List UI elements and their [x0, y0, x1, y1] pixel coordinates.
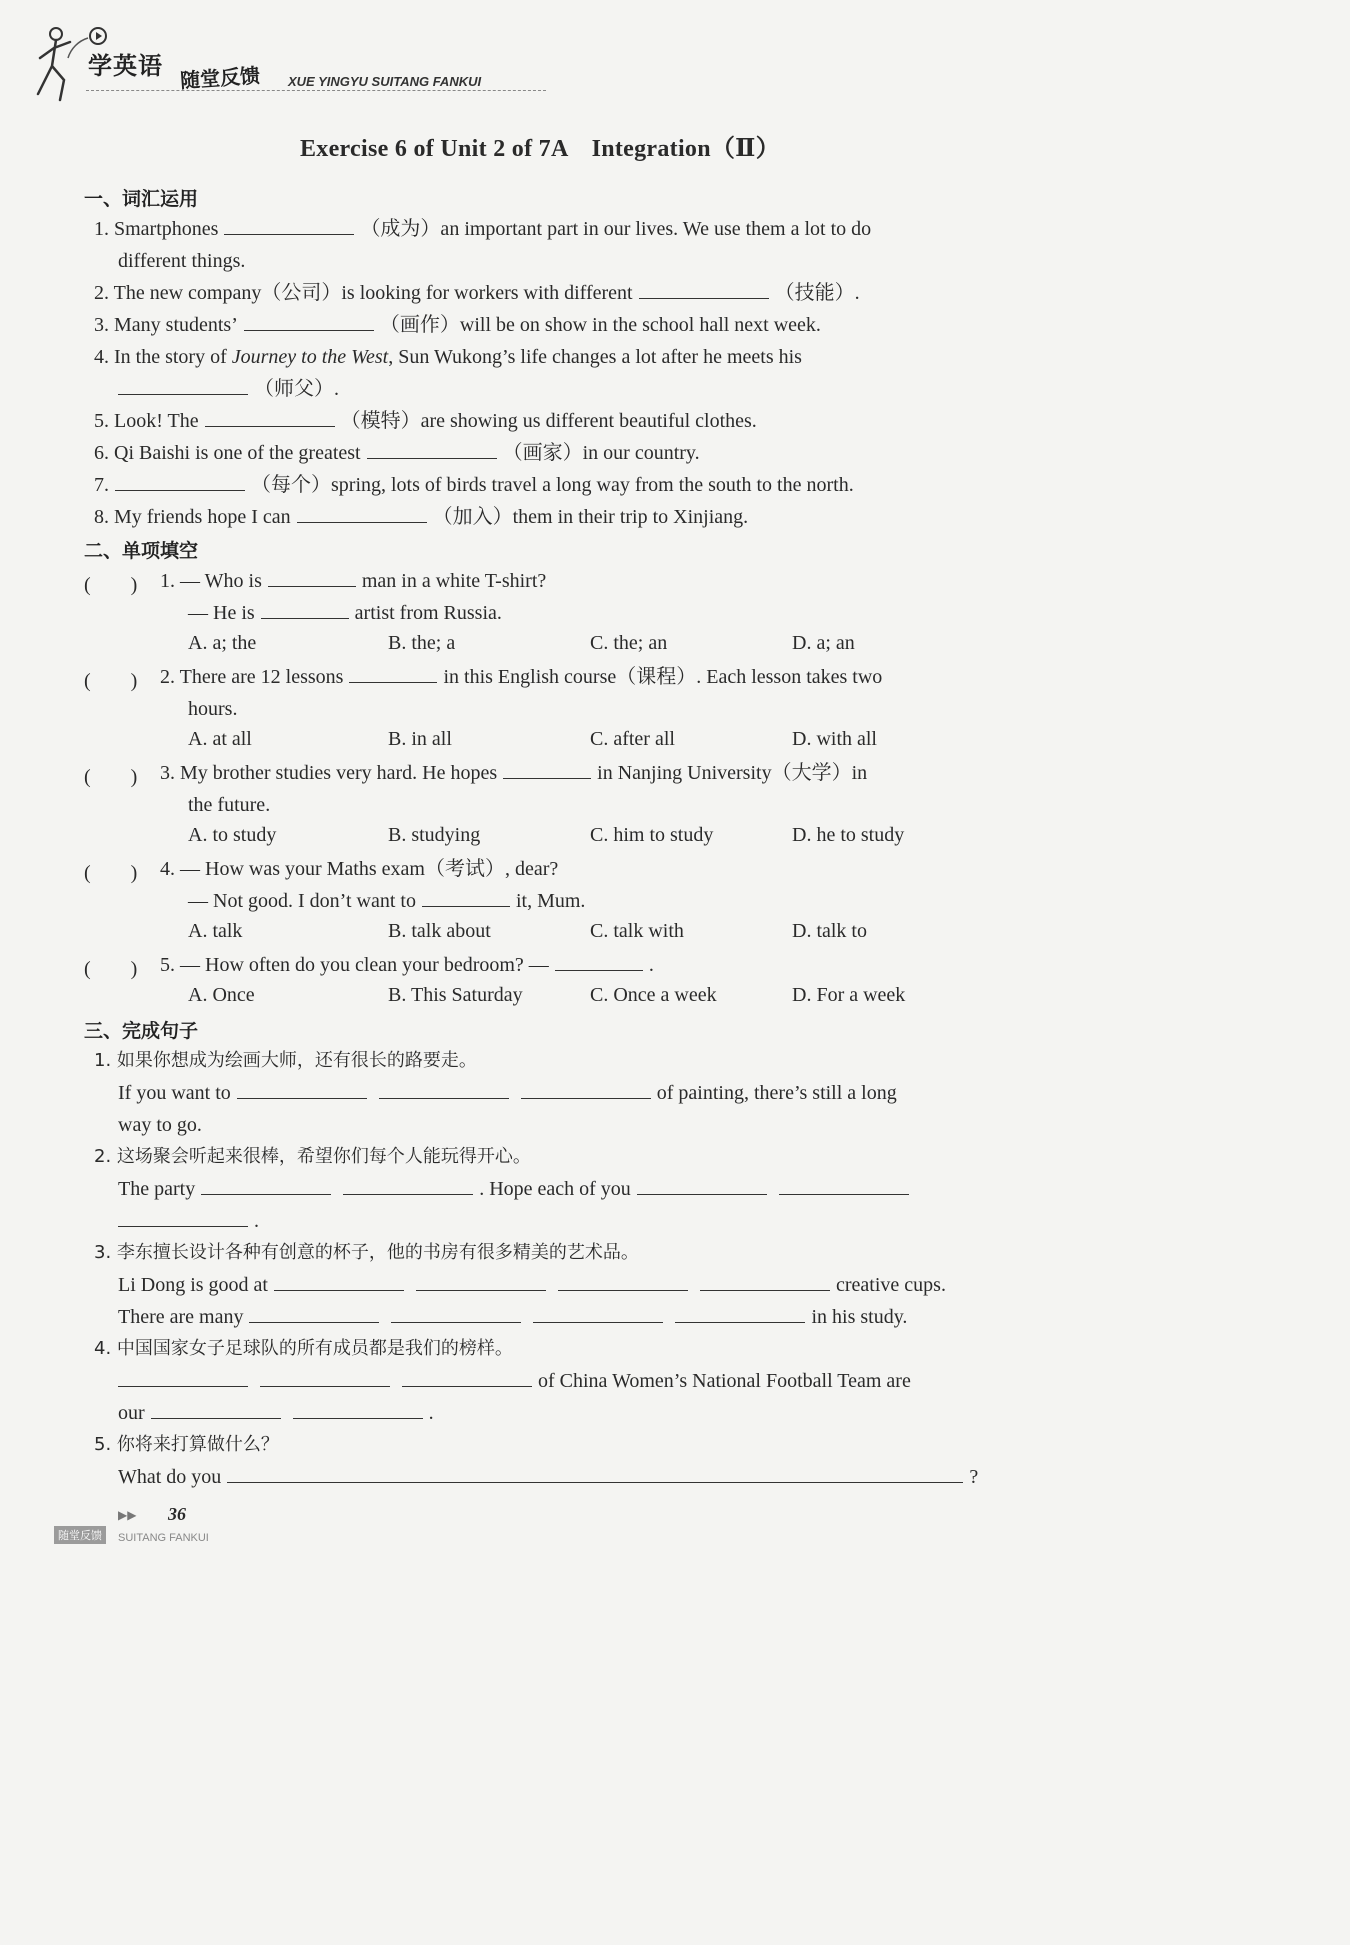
s3-q1-prompt: 1. 如果你想成为绘画大师，还有很长的路要走。 — [94, 1050, 477, 1071]
s2-q4-line2 — [188, 888, 585, 914]
s1-q1-text: 1. Smartphones — [94, 218, 219, 240]
s2-q1-text-b: man in a white T-shirt? — [361, 570, 547, 592]
s2-q2-option-a[interactable]: A. at all — [188, 728, 252, 750]
s3-q3-blank6[interactable] — [391, 1306, 521, 1323]
s3-q2-blank1[interactable] — [201, 1178, 331, 1195]
s3-q3-blank1[interactable] — [274, 1274, 404, 1291]
s3-q4-line2 — [118, 1400, 434, 1426]
s3-q1-blank2[interactable] — [379, 1082, 509, 1099]
s1-q2 — [94, 280, 860, 306]
s2-q3-answer-paren[interactable]: ( ) — [84, 766, 138, 788]
s3-q1-text: If you want to — [118, 1082, 231, 1104]
s2-q3-line2: the future. — [188, 794, 271, 816]
s1-q3-text: 3. Many students’ — [94, 314, 238, 336]
s3-q2-blank3[interactable] — [637, 1178, 767, 1195]
s3-q2-blank2[interactable] — [343, 1178, 473, 1195]
s3-q4-text: of China Women’s National Football Team are — [538, 1370, 911, 1392]
s3-q1-line2: way to go. — [118, 1114, 202, 1136]
s1-q4-line1 — [94, 344, 802, 370]
s2-q5-text-b: . — [648, 954, 654, 976]
s2-q3-blank[interactable] — [503, 762, 591, 779]
s2-q4-text-b: — Not good. I don’t want to — [188, 890, 416, 912]
s3-q4-line1 — [112, 1368, 911, 1394]
s2-q1-option-c[interactable]: C. the; an — [590, 632, 668, 654]
s2-q4-text-c: it, Mum. — [515, 890, 586, 912]
s3-q2-prompt: 2. 这场聚会听起来很棒，希望你们每个人能玩得开心。 — [94, 1146, 531, 1167]
s2-q2-option-d[interactable]: D. with all — [792, 728, 877, 750]
play-icon — [88, 26, 108, 46]
s3-q3-text-d: in his study. — [811, 1306, 908, 1328]
s3-q2-text: The party — [118, 1178, 196, 1200]
s3-q1-line1 — [118, 1080, 897, 1106]
s1-q4-text: 4. In the story of — [94, 346, 227, 368]
s2-q1-blank[interactable] — [268, 570, 356, 587]
s1-q2-blank[interactable] — [639, 282, 769, 299]
s3-q3-line2 — [118, 1304, 907, 1330]
header-banner — [30, 18, 530, 108]
s1-q4-blank[interactable] — [118, 378, 248, 395]
s2-q5-answer-paren[interactable]: ( ) — [84, 958, 138, 980]
s3-q2-line2 — [112, 1208, 259, 1234]
s1-q8-blank[interactable] — [297, 506, 427, 523]
s1-q7-text-b: （每个）spring, lots of birds travel a long way from the south to the north. — [251, 474, 854, 496]
s2-q2-line2: hours. — [188, 698, 238, 720]
s2-q4-answer-paren[interactable]: ( ) — [84, 862, 138, 884]
s2-q1-option-a[interactable]: A. a; the — [188, 632, 257, 654]
s2-q3-text-b: in Nanjing University（大学）in — [597, 762, 868, 784]
s2-q4-line1: 4. — How was your Maths exam（考试）, dear? — [160, 858, 559, 880]
s3-q5-text: What do you — [118, 1466, 222, 1488]
s3-q2-text-b: . Hope each of you — [479, 1178, 631, 1200]
s2-q5-option-c[interactable]: C. Once a week — [590, 984, 717, 1006]
s3-q3-line1 — [118, 1272, 946, 1298]
s2-q1-line1 — [160, 568, 546, 594]
s3-q3-text-c: There are many — [118, 1306, 244, 1328]
s3-q4-text-c: . — [428, 1402, 434, 1424]
s3-q2-blank5[interactable] — [118, 1210, 248, 1227]
footer-tag: 随堂反馈 — [54, 1526, 106, 1544]
s1-q8 — [94, 504, 748, 530]
s3-q1-text-b: of painting, there’s still a long — [656, 1082, 897, 1104]
s2-q1-option-b[interactable]: B. the; a — [388, 632, 456, 654]
s1-q3-text-b: （画作）will be on show in the school hall next week. — [379, 314, 821, 336]
s2-q1-option-d[interactable]: D. a; an — [792, 632, 855, 654]
s1-q3 — [94, 312, 821, 338]
section-3-heading: 三、完成句子 — [84, 1020, 199, 1042]
s3-q3-prompt: 3. 李东擅长设计各种有创意的杯子，他的书房有很多精美的艺术品。 — [94, 1242, 639, 1263]
s1-q1-line1 — [94, 216, 871, 242]
s2-q3-option-a[interactable]: A. to study — [188, 824, 277, 846]
s1-q1-text-b: （成为）an important part in our lives. We use them a lot to do — [360, 218, 872, 240]
s3-q5-text-b: ? — [969, 1466, 979, 1488]
footer-tag-en: SUITANG FANKUI — [118, 1532, 209, 1544]
s3-q3-blank2[interactable] — [416, 1274, 546, 1291]
s3-q5-prompt: 5. 你将来打算做什么？ — [94, 1434, 279, 1455]
s2-q5-line1 — [160, 952, 654, 978]
s2-q1-answer-paren[interactable]: ( ) — [84, 574, 138, 596]
s3-q1-blank3[interactable] — [521, 1082, 651, 1099]
s2-q5-blank[interactable] — [555, 954, 643, 971]
s1-q6-text: 6. Qi Baishi is one of the greatest — [94, 442, 361, 464]
s3-q3-blank7[interactable] — [533, 1306, 663, 1323]
s3-q3-blank5[interactable] — [249, 1306, 379, 1323]
double-arrow-icon: ▶▶ — [118, 1508, 137, 1522]
s1-q6 — [94, 440, 700, 466]
runner-logo-icon — [30, 18, 90, 108]
s1-q6-text-b: （画家）in our country. — [502, 442, 700, 464]
header-title-cn: 学英语 — [88, 52, 163, 80]
section-2-heading: 二、单项填空 — [84, 540, 199, 562]
s1-q4-line2 — [112, 376, 339, 402]
s1-q7-text: 7. — [94, 474, 109, 496]
s1-q7-blank[interactable] — [115, 474, 245, 491]
s3-q1-blank1[interactable] — [237, 1082, 367, 1099]
s2-q3-option-c[interactable]: C. him to study — [590, 824, 714, 846]
s2-q1-text-c: — He is — [188, 602, 255, 624]
s2-q5-text: 5. — How often do you clean your bedroom? — — [160, 954, 549, 976]
s2-q2-option-b[interactable]: B. in all — [388, 728, 452, 750]
s3-q4-blank5[interactable] — [293, 1402, 423, 1419]
s2-q4-option-c[interactable]: C. talk with — [590, 920, 684, 942]
s1-q4-book-title: Journey to the West — [231, 346, 389, 368]
header-divider — [86, 90, 546, 91]
s1-q4-text-c: （师父）. — [254, 378, 339, 400]
s2-q5-option-a[interactable]: A. Once — [188, 984, 255, 1006]
s1-q5-text: 5. Look! The — [94, 410, 199, 432]
s3-q3-blank4[interactable] — [700, 1274, 830, 1291]
s3-q3-text: Li Dong is good at — [118, 1274, 268, 1296]
s1-q3-blank[interactable] — [244, 314, 374, 331]
s2-q3-option-b[interactable]: B. studying — [388, 824, 481, 846]
s1-q2-text: 2. The new company（公司）is looking for workers with different — [94, 282, 633, 304]
s3-q2-line1 — [118, 1176, 915, 1202]
s1-q5 — [94, 408, 757, 434]
section-1-heading: 一、词汇运用 — [84, 188, 199, 210]
s1-q4-text-b: , Sun Wukong’s life changes a lot after he meets his — [388, 346, 802, 368]
s1-q8-text: 8. My friends hope I can — [94, 506, 291, 528]
s3-q5-blank[interactable] — [227, 1466, 963, 1483]
s2-q1-blank2[interactable] — [261, 602, 349, 619]
s2-q4-option-b[interactable]: B. talk about — [388, 920, 491, 942]
header-subtitle-cn: 随堂反馈 — [179, 63, 261, 93]
page-number: 36 — [168, 1504, 186, 1524]
s3-q3-blank3[interactable] — [558, 1274, 688, 1291]
s2-q2-answer-paren[interactable]: ( ) — [84, 670, 138, 692]
s2-q1-text: 1. — Who is — [160, 570, 262, 592]
s2-q2-option-c[interactable]: C. after all — [590, 728, 675, 750]
page-title: Exercise 6 of Unit 2 of 7A Integration（Ⅱ） — [299, 136, 781, 162]
s3-q3-blank8[interactable] — [675, 1306, 805, 1323]
s1-q5-text-b: （模特）are showing us different beautiful clothes. — [340, 410, 757, 432]
s1-q7 — [94, 472, 854, 498]
s2-q4-option-d[interactable]: D. talk to — [792, 920, 867, 942]
s2-q1-text-d: artist from Russia. — [354, 602, 502, 624]
s3-q3-text-b: creative cups. — [836, 1274, 946, 1296]
s2-q3-text: 3. My brother studies very hard. He hopes — [160, 762, 498, 784]
s3-q2-blank4[interactable] — [779, 1178, 909, 1195]
s3-q4-blank4[interactable] — [151, 1402, 281, 1419]
s1-q5-blank[interactable] — [205, 410, 335, 427]
s1-q6-blank[interactable] — [367, 442, 497, 459]
s2-q4-blank[interactable] — [422, 890, 510, 907]
s2-q5-option-b[interactable]: B. This Saturday — [388, 984, 523, 1006]
s3-q4-blank1[interactable] — [118, 1370, 248, 1387]
s2-q2-text: 2. There are 12 lessons — [160, 666, 344, 688]
s1-q8-text-b: （加入）them in their trip to Xinjiang. — [432, 506, 749, 528]
s3-q4-text-b: our — [118, 1402, 145, 1424]
s2-q3-option-d[interactable]: D. he to study — [792, 824, 905, 846]
s2-q5-option-d[interactable]: D. For a week — [792, 984, 906, 1006]
s2-q2-text-b: in this English course（课程）. Each lesson takes two — [443, 666, 883, 688]
s3-q5-line1 — [118, 1464, 978, 1490]
s1-q1-line2: different things. — [118, 250, 246, 272]
s2-q4-option-a[interactable]: A. talk — [188, 920, 243, 942]
s2-q2-blank[interactable] — [349, 666, 437, 683]
s3-q4-blank3[interactable] — [402, 1370, 532, 1387]
s1-q1-blank[interactable] — [224, 218, 354, 235]
header-subtitle-en: XUE YINGYU SUITANG FANKUI — [288, 74, 482, 89]
s3-q4-prompt: 4. 中国国家女子足球队的所有成员都是我们的榜样。 — [94, 1338, 513, 1359]
s2-q3-line1 — [160, 760, 867, 786]
s2-q2-line1 — [160, 664, 882, 690]
s3-q4-blank2[interactable] — [260, 1370, 390, 1387]
s1-q2-text-b: （技能）. — [774, 282, 860, 304]
s3-q2-text-c: . — [254, 1210, 259, 1232]
s2-q1-line2 — [188, 600, 502, 626]
